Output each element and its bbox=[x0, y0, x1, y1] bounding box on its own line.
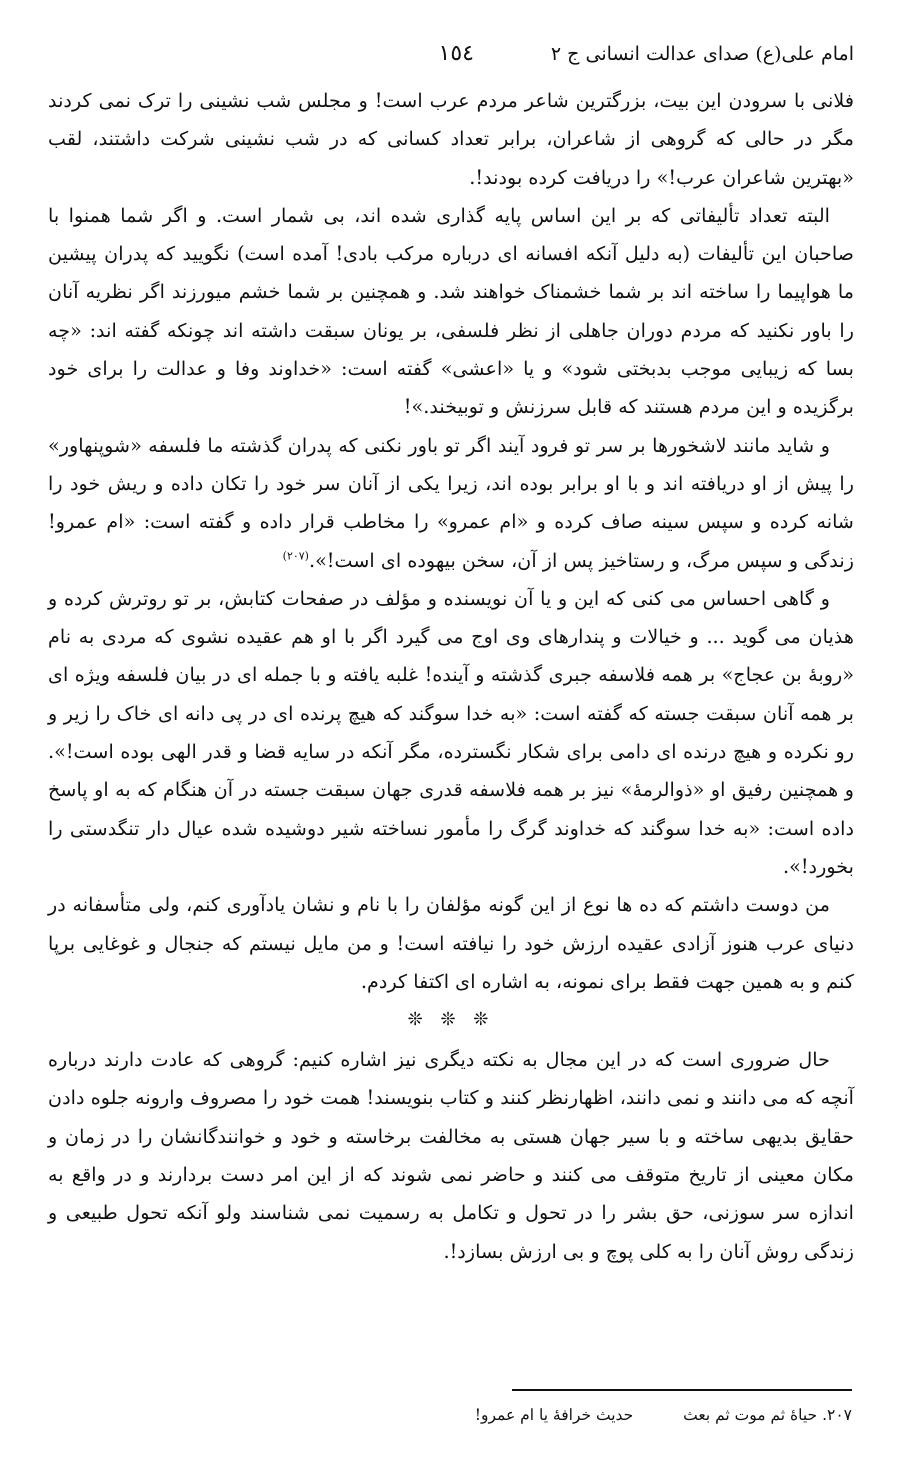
paragraph bbox=[48, 427, 854, 580]
footnote-divider bbox=[512, 1389, 852, 1391]
paragraph-text: و شاید مانند لاشخورها بر سر تو فرود آیند اگر تو باور نکنی که پدران گذشته ما فلسفه «شوپنهاور» را پیش از او دریافته اند و با او برابر بوده اند، زیرا یکی از آنان سر خود را تکان داده و ریش خود را شانه کرده و سپس سینه صاف کرده و «ام عمرو» را مخاطب قرار داده و گفته است: «ام عمرو! زندگی و سپس مرگ، و رستاخیز پس از آن، سخن بیهوده ای است!». bbox=[48, 433, 854, 572]
paragraph: و گاهی احساس می کنی که این و یا آن نویسنده و مؤلف در صفحات کتابش، بر تو روترش کرده و هذیان می گوید ... و خیالات و پندارهای وی اوج می گیرد اگر با او هم عقیده نشوی که مردی به نام «روبهٔ بن عجاج» بر همه فلاسفه جبری گذشته و آینده! غلبه یافته و با جمله ای در بیان فلسفه ویژه ای بر همه آنان سبقت جسته که گفته است: «به خدا سوگند که هیچ پرنده ای در پی دانه ای خاک را زیر و رو نکرده و هیچ درنده ای دامی برای شکار نگسترده، مگر آنکه در سایه قضا و قدر الهی بوده است!». و همچنین رفیق او «ذوالرمهٔ» نیز بر همه فلاسفه قدری جهان سبقت جسته در آن هنگام که به او پاسخ داده است: «به خدا سوگند که خداوند گرگ را مأمور نساخته شیر دوشیده شده عیال دار تنگدستی را بخورد!». bbox=[48, 586, 854, 878]
body-text bbox=[48, 82, 854, 1271]
page-number: ١٥٤ bbox=[438, 41, 474, 66]
section-separator: ❊ ❊ ❊ bbox=[407, 1009, 495, 1031]
paragraph: من دوست داشتم که ده ها نوع از این گونه مؤلفان را با نام و نشان یادآوری کنم، ولی متأسفانه در دنیای عرب هنوز آزادی عقیده ارزش خود را نیافته است! و من مایل نیستم که جنجال و غوغایی برپا کنم و به همین جهت فقط برای نمونه، به اشاره ای اکتفا کردم. bbox=[48, 893, 854, 993]
footnote bbox=[352, 1400, 852, 1430]
page-header bbox=[46, 34, 854, 74]
footnote-verse-first: حیاهٔ ثم موت ثم بعث bbox=[683, 1406, 818, 1424]
running-title: امام علی(ع) صدای عدالت انسانی ج ۲ bbox=[550, 43, 854, 65]
footnote-verse-second: حدیث خرافهٔ یا ام عمرو! bbox=[474, 1406, 634, 1424]
paragraph: فلانی با سرودن این بیت، بزرگترین شاعر مردم عرب است! و مجلس شب نشینی را ترک نمی کردند مگر در حالی که گروهی از شاعران، برابر تعداد کسانی که در شب نشینی شرکت داشتند، لقب «بهترین شاعران عرب!» را دریافت کرده بودند!. bbox=[48, 89, 854, 189]
paragraph: البته تعداد تألیفاتی که بر این اساس پایه گذاری شده اند، بی شمار است. و اگر شما همنوا با صاحبان این تألیفات (به دلیل آنکه افسانه ای درباره مرکب بادی! آمده است) نگویید که پدران پیشین ما هواپیما را ساخته اند بر شما خشمناک خواهند شد. و همچنین بر شما خشم میورزند اگر نظریه آنان را باور نکنید که مردم دوران جاهلی از نظر فلسفی، بر یونان سبقت داشته اند چونکه گفته اند: «چه بسا که زیبایی موجب بدبختی شود» و یا «اعشی» گفته است: «خداوند وفا و عدالت را برای خود برگزیده و این مردم هستند که قابل سرزنش و توبیخند.»! bbox=[48, 203, 854, 419]
footnote-reference[interactable]: (٢٠٧) bbox=[282, 549, 309, 563]
paragraph: حال ضروری است که در این مجال به نکته دیگری نیز اشاره کنیم: گروهی که عادت دارند درباره آنچه که می دانند و نمی دانند، اظهارنظر کنند و کتاب بنویسند! همت خود را مصروف وارونه جلوه دادن حقایق بدیهی ساخته و با سیر جهان هستی به مخالفت برخاسته و خود و خوانندگانشان را در زمان و مکان معینی از تاریخ متوقف می کنند و حاضر نمی شوند که از این امر دست بردارند و در واقع به اندازه سر سوزنی، حق بشر را در تحول و تکامل به رسمیت نمی شناسند ولو آنکه تحول طبیعی و زندگی روش آنان را به کلی پوچ و بی ارزش بسازد!. bbox=[48, 1048, 854, 1263]
footnote-number: ٢٠٧. bbox=[822, 1406, 852, 1424]
